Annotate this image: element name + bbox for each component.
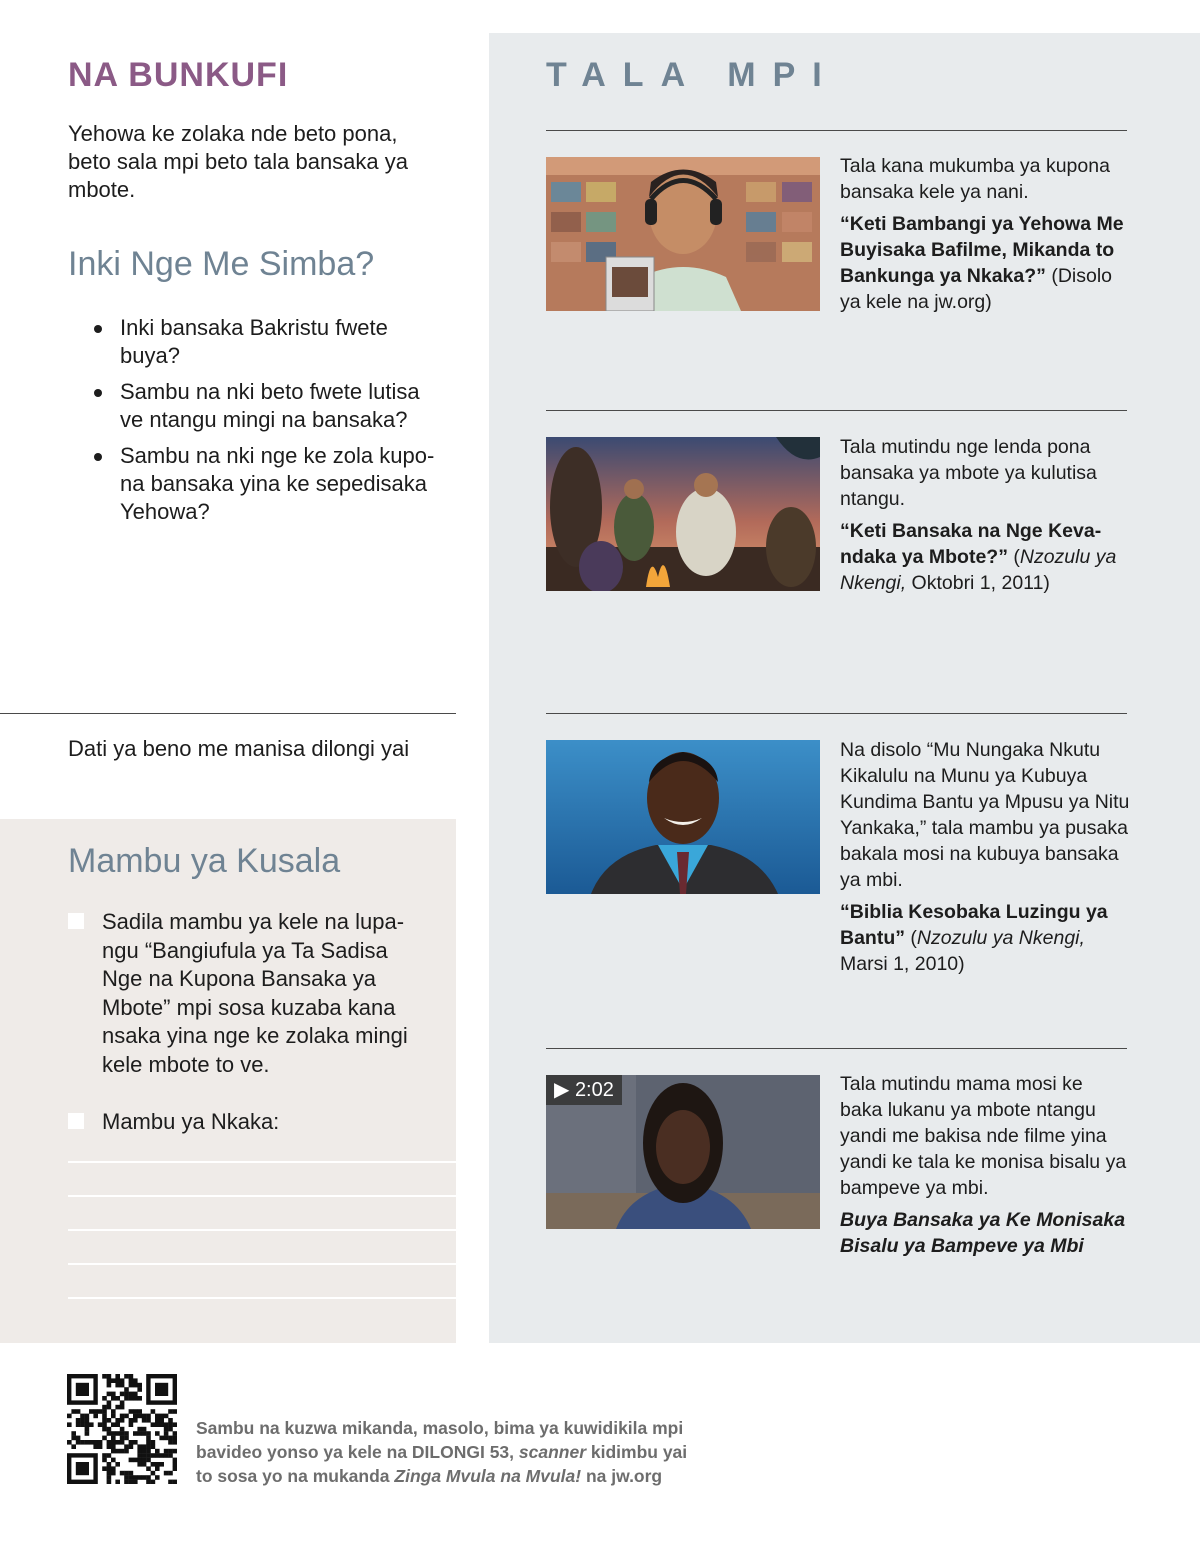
divider [546,130,1127,131]
smiling-man-portrait [546,740,820,894]
review-question: Sambu na nki beto fwete lutisa ve ntangu mingi na bansaka? [94,378,444,434]
checkbox-icon[interactable] [68,913,84,929]
date-completed-label: Dati ya beno me manisa dilongi yai [68,736,410,761]
writing-line[interactable] [68,1195,456,1197]
explore-link-3[interactable]: “Biblia Kesobaka Luzingu ya Bantu” (Nzozulu ya Nkengi, Marsi 1, 2010) [840,901,1108,975]
summary-text: Yehowa ke zolaka nde beto pona, beto sala mpi beto tala bansaka ya mbote. [68,121,409,202]
woman-video-still[interactable] [546,1075,820,1229]
review-question: Inki bansaka Bakristu fwete buya? [94,314,444,370]
video-duration-badge[interactable]: ▶ 2:02 [546,1075,622,1105]
divider [546,410,1127,411]
divider [0,713,456,714]
footer-note: Sambu na kuzwa mikanda, masolo, bima ya kuwidikila mpi bavideo yonso ya kele na DILONGI 53, scanner kidimbu yai to sosa yo na mukanda Zinga Mvula na Mvula! na jw.org [196,1418,688,1486]
explore-item-2: Tala mutindu nge lenda pona bansaka ya mbote ya kulutisa ntangu. “Keti Bansaka na Nge Keva-ndaka ya Mbote?” (Nzozulu ya Nkengi, Oktobri 1, 2011) [840,434,1130,596]
explore-heading: TALA MPI [546,56,839,94]
writing-line[interactable] [68,1229,456,1231]
review-questions [94,314,444,534]
bullet-icon [94,453,102,461]
explore-link-1[interactable]: “Keti Bambangi ya Yehowa Me Buyisaka Bafilme, Mikanda to Bankunga ya Nkaka?” (Disolo ya kele na jw.org) [840,213,1124,313]
man-headphones-photo [546,157,820,311]
campfire-illustration [546,437,820,591]
bullet-icon [94,325,102,333]
goals-heading: Mambu ya Kusala [68,842,341,880]
writing-line[interactable] [68,1297,456,1299]
explore-link-2[interactable]: “Keti Bansaka na Nge Keva-ndaka ya Mbote?” (Nzozulu ya Nkengi, Oktobri 1, 2011) [840,520,1117,594]
writing-line[interactable] [68,1161,456,1163]
explore-link-4[interactable]: Buya Bansaka ya Ke Monisaka Bisalu ya Bampeve ya Mbi [840,1209,1126,1257]
explore-item-1: Tala kana mukumba ya kupona bansaka kele ya nani. “Keti Bambangi ya Yehowa Me Buyisaka Bafilme, Mikanda to Bankunga ya Nkaka?” (Disolo ya kele na jw.org) [840,153,1130,315]
qr-code[interactable] [67,1374,177,1484]
divider [546,713,1127,714]
review-question: Sambu na nki nge ke zola kupo-na bansaka yina ke sepedisaka Yehowa? [94,442,444,526]
goal-item-other[interactable]: Mambu ya Nkaka: [68,1108,428,1137]
explore-item-3: Na disolo “Mu Nungaka Nkutu Kikalulu na Munu ya Kubuya Kundima Bantu ya Mpusu ya Nitu Yankaka,” tala mambu ya pusaka bakala mosi na kubuya bansaka ya mbi. “Biblia Kesobaka Luzingu ya Bantu” (Nzozulu ya Nkengi, Marsi 1, 2010) [840,739,1130,975]
bullet-icon [94,389,102,397]
explore-item-4: Tala mutindu mama mosi ke baka lukanu ya mbote ntangu yandi me bakisa nde filme yina yandi ke tala ke monisa bisalu ya bampeve ya mbi. Buya Bansaka ya Ke Monisaka Bisalu ya Bampeve ya Mbi [840,1071,1130,1259]
writing-line[interactable] [68,1263,456,1265]
summary-heading: NA BUNKUFI [68,56,289,94]
review-heading: Inki Nge Me Simba? [68,245,375,283]
divider [546,1048,1127,1049]
goal-item[interactable]: Sadila mambu ya kele na lupa-ngu “Bangiufula ya Ta Sadisa Nge na Kupona Bansaka ya Mbote” mpi sosa kuzaba kana nsaka yina nge ke zolaka mingi kele mbote to ve. [68,908,428,1079]
checkbox-icon[interactable] [68,1113,84,1129]
